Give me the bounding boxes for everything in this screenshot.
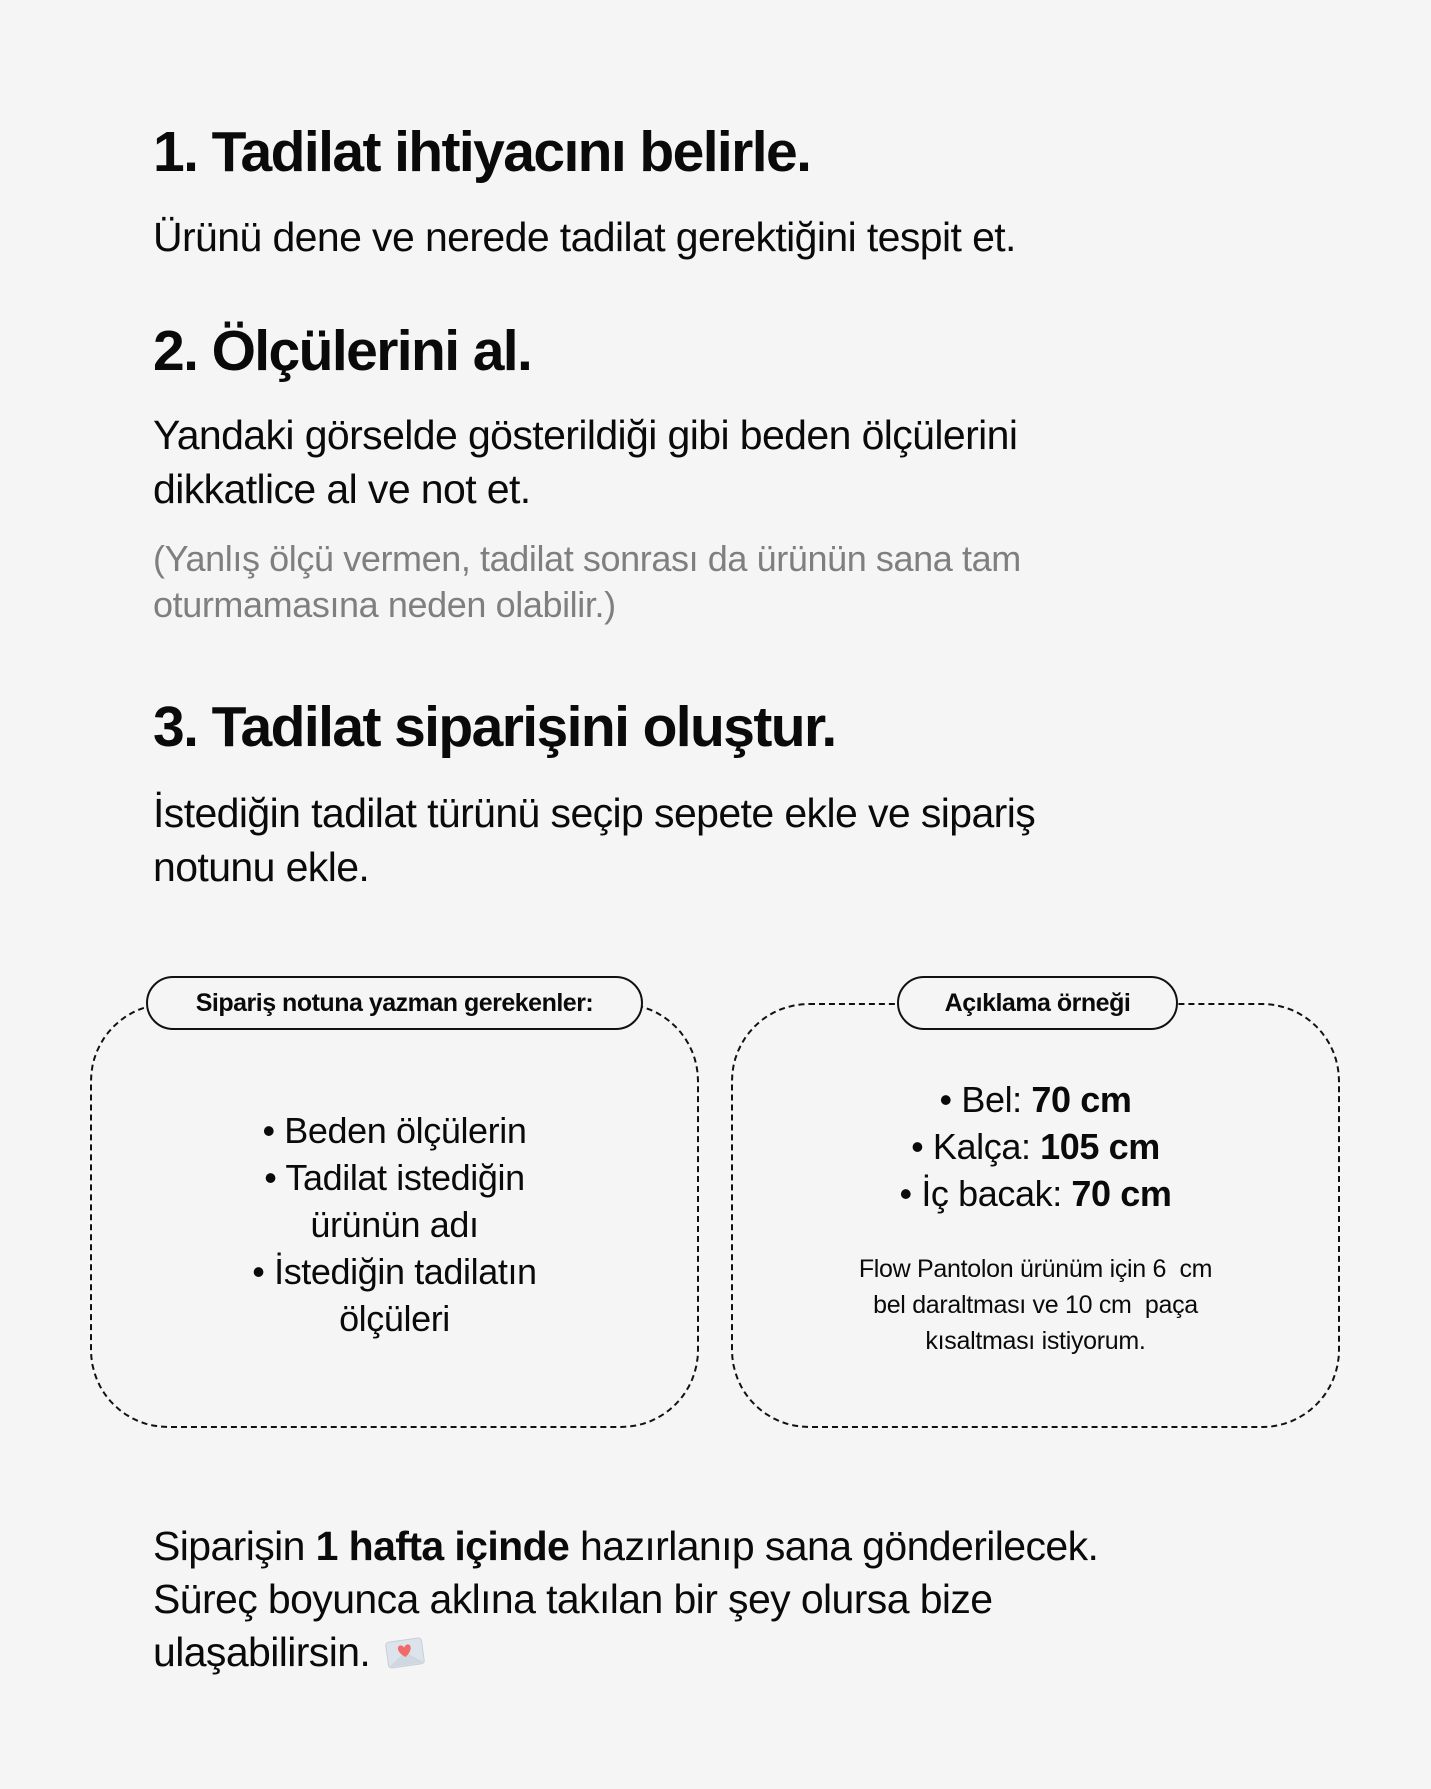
example-note-line: Flow Pantolon ürünüm için 6 cm — [858, 1255, 1213, 1283]
requirements-list — [90, 1107, 699, 1342]
measurement-value: 70 cm — [1031, 1079, 1132, 1120]
example-box-title-text: Açıklama örneği — [944, 988, 1131, 1017]
delivery-info-line — [153, 1626, 1098, 1679]
measurement-hip — [731, 1123, 1340, 1170]
step-3-heading: 3. Tadilat siparişini oluştur. — [153, 695, 836, 759]
requirements-box-title-text: Sipariş notuna yazman gerekenler: — [195, 988, 594, 1017]
example-box-title — [897, 976, 1178, 1030]
warning-note-line: (Yanlış ölçü vermen, tadilat sonrası da ürünün sana tam — [153, 538, 1021, 579]
requirements-list-item: • Tadilat istediğin — [264, 1157, 525, 1198]
step-1-description — [153, 210, 1016, 264]
delivery-info-line — [153, 1520, 1098, 1573]
step-2-description-line: Yandaki görselde gösterildiği gibi beden ölçülerini — [153, 412, 1018, 458]
love-letter-envelope-icon — [384, 1630, 426, 1664]
step-1-description-line: Ürünü dene ve nerede tadilat gerektiğini tespit et. — [153, 214, 1016, 260]
measurement-waist — [731, 1076, 1340, 1123]
requirements-list-item: • Beden ölçülerin — [262, 1110, 527, 1151]
step-2-warning-note — [153, 536, 1021, 628]
example-measurements — [731, 1076, 1340, 1217]
requirements-list-item-continued: ürünün adı — [310, 1204, 479, 1245]
warning-note-line: oturmamasına neden olabilir.) — [153, 584, 616, 625]
example-note-line: bel daraltması ve 10 cm paça — [873, 1291, 1198, 1319]
step-2-description-line: dikkatlice al ve not et. — [153, 466, 531, 512]
example-note-line: kısaltması istiyorum. — [925, 1327, 1146, 1355]
measurement-label: • Kalça: — [911, 1126, 1041, 1167]
measurement-label: • İç bacak: — [899, 1173, 1072, 1214]
requirements-list-item: • İstediğin tadilatın — [252, 1251, 537, 1292]
step-3-description — [153, 786, 1035, 894]
step-2-description — [153, 408, 1017, 516]
delivery-info-text: hazırlanıp sana gönderilecek. — [569, 1523, 1099, 1569]
measurement-label: • Bel: — [939, 1079, 1032, 1120]
step-2-heading: 2. Ölçülerini al. — [153, 319, 532, 383]
step-1-heading: 1. Tadilat ihtiyacını belirle. — [153, 120, 811, 184]
delivery-info-text: ulaşabilirsin. — [153, 1629, 371, 1675]
requirements-box-title — [146, 976, 643, 1030]
delivery-info-line: Süreç boyunca aklına takılan bir şey olursa bize — [153, 1576, 993, 1622]
delivery-info-text: Siparişin — [153, 1523, 316, 1569]
example-note — [731, 1251, 1340, 1359]
measurement-value: 70 cm — [1071, 1173, 1172, 1214]
step-3-description-line: notunu ekle. — [153, 844, 370, 890]
measurement-value: 105 cm — [1040, 1126, 1160, 1167]
delivery-info — [153, 1520, 1098, 1679]
requirements-list-item-continued: ölçüleri — [339, 1298, 450, 1339]
measurement-inseam — [731, 1170, 1340, 1217]
delivery-time-highlight: 1 hafta içinde — [315, 1523, 570, 1569]
step-3-description-line: İstediğin tadilat türünü seçip sepete ekle ve sipariş — [153, 790, 1036, 836]
